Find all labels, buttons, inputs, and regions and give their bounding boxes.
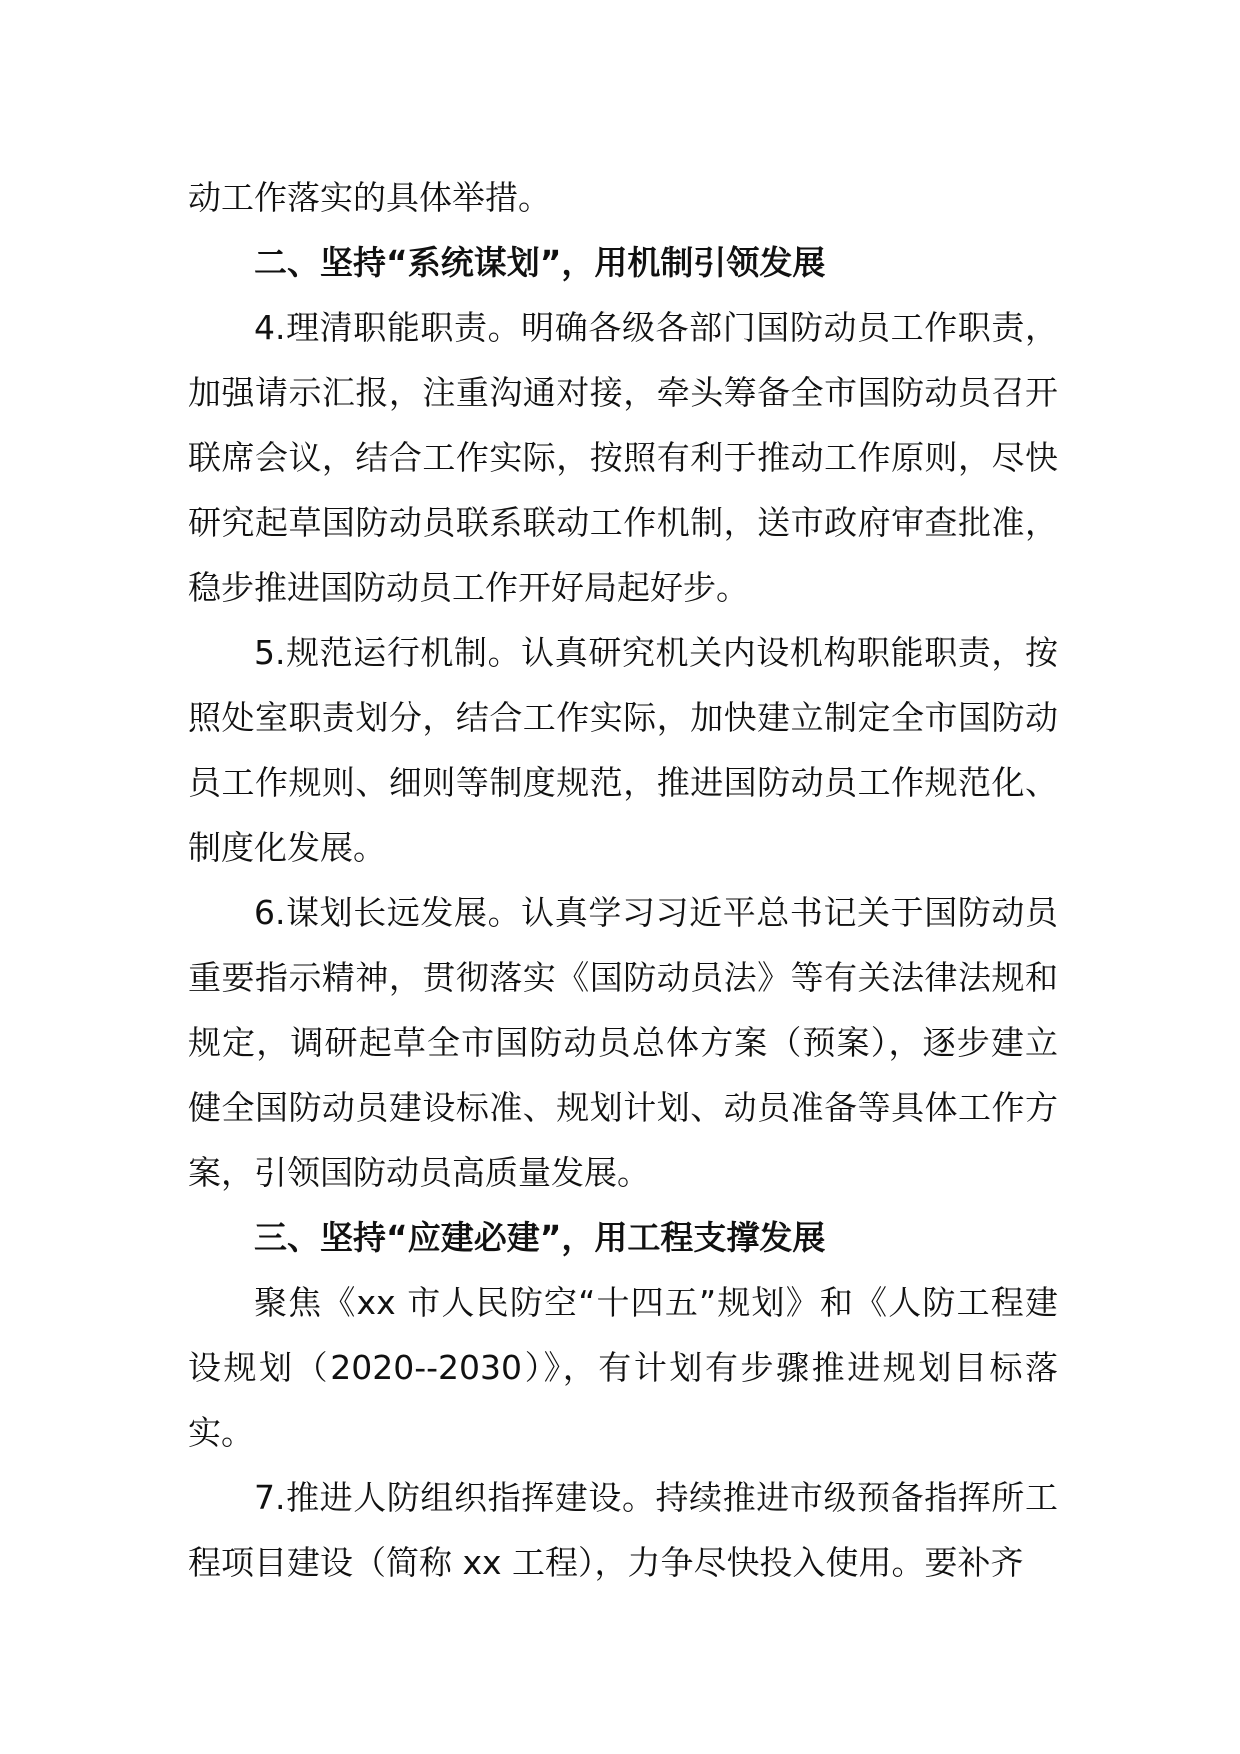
paragraph-continuation: 动工作落实的具体举措。 <box>188 178 551 217</box>
paragraph-item-4: 4.理清职能职责。明确各级各部门国防动员工作职责，加强请示汇报，注重沟通对接，牵头筹备全市国防动员召开联席会议，结合工作实际，按照有利于推动工作原则，尽快研究起草国防动员联系联动工作机制，送市政府审查批准，稳步推进国防动员工作开好局起好步。 <box>188 308 1058 607</box>
paragraph-item-7: 7.推进人防组织指挥建设。持续推进市级预备指挥所工程项目建设（简称 xx 工程），力争尽快投入使用。要补齐 <box>188 1478 1058 1582</box>
paragraph-item-6: 6.谋划长远发展。认真学习习近平总书记关于国防动员重要指示精神，贯彻落实《国防动员法》等有关法律法规和规定，调研起草全市国防动员总体方案（预案），逐步建立健全国防动员建设标准、规划计划、动员准备等具体工作方案，引领国防动员高质量发展。 <box>188 893 1058 1192</box>
section-heading-2: 二、坚持“系统谋划”，用机制引领发展 <box>254 243 826 282</box>
document-body <box>188 165 1058 1595</box>
section-heading-3: 三、坚持“应建必建”，用工程支撑发展 <box>254 1218 826 1257</box>
paragraph-intro-3: 聚焦《xx 市人民防空“十四五”规划》和《人防工程建设规划（2020--2030）》，有计划有步骤推进规划目标落实。 <box>188 1283 1058 1452</box>
paragraph-item-5: 5.规范运行机制。认真研究机关内设机构职能职责，按照处室职责划分，结合工作实际，加快建立制定全市国防动员工作规则、细则等制度规范，推进国防动员工作规范化、制度化发展。 <box>188 633 1058 867</box>
